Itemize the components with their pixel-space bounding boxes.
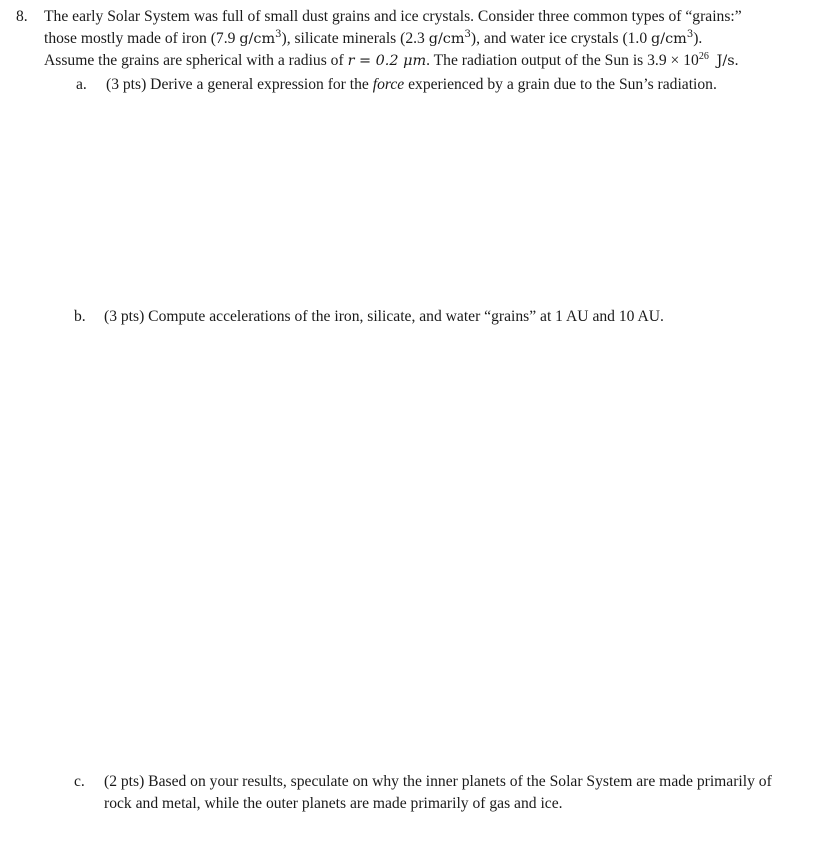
sun-exponent: 26: [698, 51, 709, 62]
radius-expression: r = 0.2 μm: [347, 53, 427, 69]
part-a: [76, 74, 816, 96]
part-b: [74, 306, 814, 328]
part-c: [74, 771, 814, 817]
question-number: 8.: [16, 8, 28, 25]
part-c-letter: c.: [74, 773, 85, 790]
ice-density-unit: $g/cm^3$: [651, 28, 694, 47]
iron-density-unit: $g/cm^3$: [239, 28, 282, 47]
prompt-line-3: Assume the grains are spherical with a radius of r = 0.2 μm. The radiation output of the Sun is $3.9 \times 10^{26}$ J/s.: [44, 51, 739, 69]
prompt-line-1: The early Solar System was full of small dust grains and ice crystals. Consider three common types of “grains:”: [44, 8, 742, 25]
iron-density-text: those mostly made of iron (7.9 $g/cm^3$), silicate minerals (2.3 $g/cm^3$), and water ice crystals (1.0 $g/cm^3$).: [44, 28, 703, 47]
part-a-letter: a.: [76, 76, 87, 93]
part-a-emphasis: force: [372, 76, 405, 93]
answer-space-b[interactable]: [0, 334, 826, 764]
sun-unit: J/s: [716, 53, 735, 69]
part-c-text: (2 pts) Based on your results, speculate on why the inner planets of the Solar System are made primarily of rock and metal, while the outer planets are made primarily of gas and ice.: [104, 773, 772, 812]
silicate-density-unit: $g/cm^3$: [428, 28, 471, 47]
part-b-text: (3 pts) Compute accelerations of the iron, silicate, and water “grains” at 1 AU and 10 AU.: [104, 308, 664, 325]
part-b-letter: b.: [74, 308, 86, 325]
part-a-text: (3 pts) Derive a general expression for the force experienced by a grain due to the Sun’s radiation.: [106, 76, 717, 93]
question-prompt: [44, 6, 804, 73]
prompt-line-2: [44, 28, 802, 51]
answer-space-a[interactable]: [0, 100, 826, 300]
